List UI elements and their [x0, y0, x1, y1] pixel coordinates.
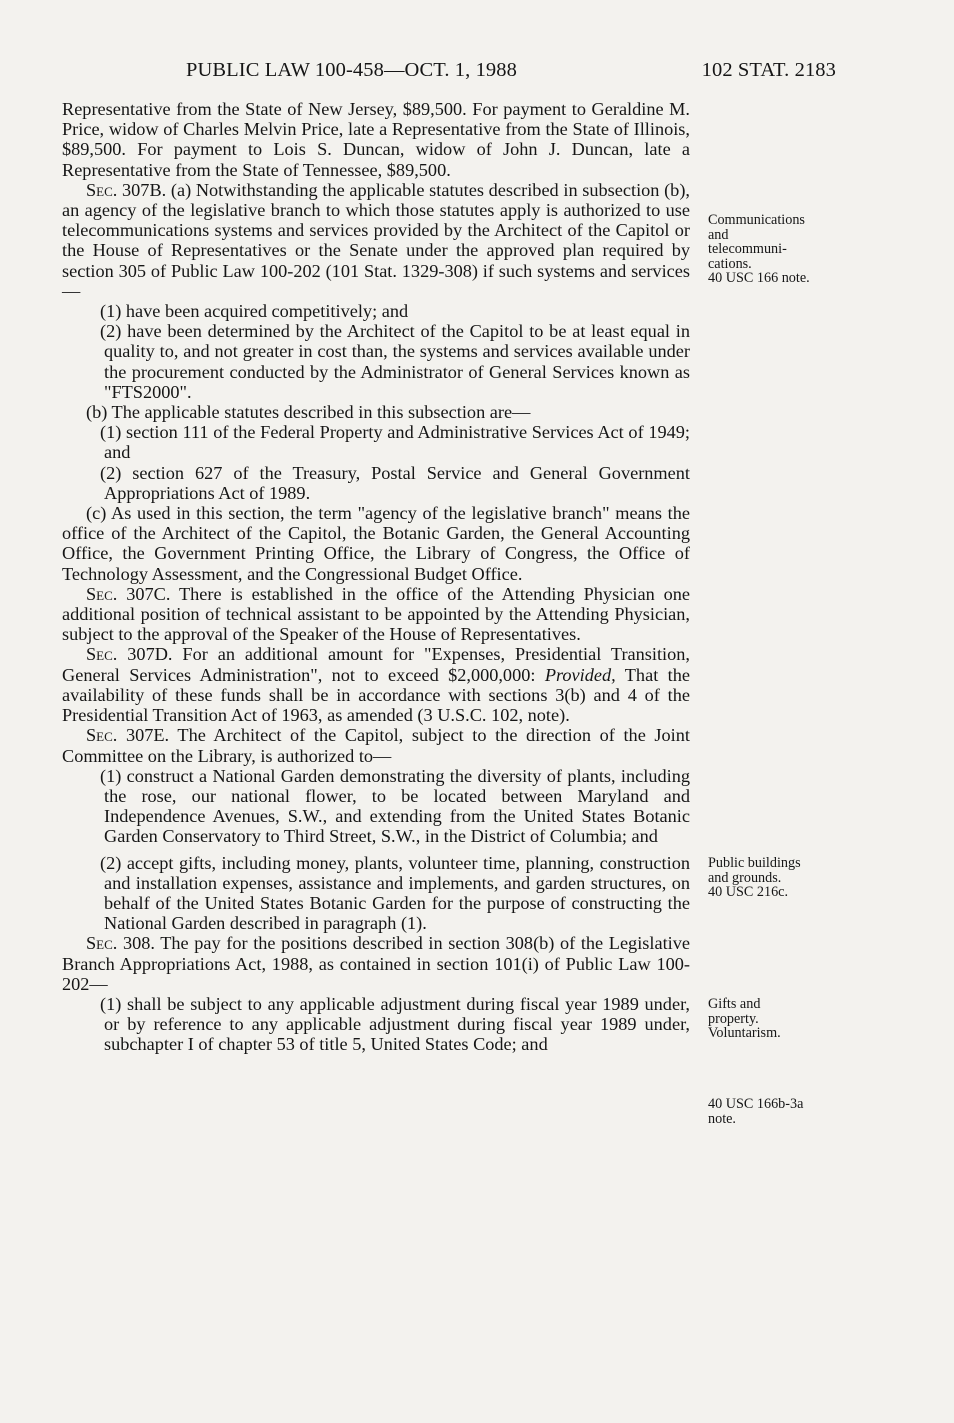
section-text: (a) Notwithstanding the applicable statutes described in subsection (b), an agency of the legislative branch to which those statutes apply is authorized to use telecommunications systems and services provided by the Architect of the Capitol or the House of Representatives or the Senate under the approved plan required by section 305 of Public Law 100-202 (101 Stat. 1329-308) if such systems and services— — [62, 179, 690, 301]
section-text: There is established in the office of the Attending Physician one additional position of technical assistant to be appointed by the Attending Physician, subject to the approval of the Speaker of the House of Representatives. — [62, 583, 690, 645]
header-citation: PUBLIC LAW 100-458—OCT. 1, 1988 — [186, 59, 517, 81]
margin-note-line: 40 USC 216c. — [708, 884, 789, 900]
margin-note-public-buildings — [708, 856, 848, 900]
margin-note-line: property. — [708, 1010, 759, 1027]
section-307b-a-2: (2) have been determined by the Architect of the Capitol to be at least equal in quality to, and not greater in cost than, the systems and services available under the procurement conducted by the Administrator of General Services known as "FTS2000". — [100, 321, 690, 402]
margin-note-line: and grounds. — [708, 869, 782, 886]
section-label: Sec. 308. — [86, 933, 155, 954]
margin-note-line: Gifts and — [708, 996, 761, 1012]
section-307b-b: (b) The applicable statutes described in this subsection are— — [86, 402, 531, 423]
margin-note-gifts — [708, 997, 848, 1041]
section-308 — [62, 933, 690, 994]
margin-note-line: cations. — [708, 255, 752, 272]
section-label: Sec. 307D. — [86, 644, 173, 665]
section-307e — [62, 725, 690, 765]
section-308-1: (1) shall be subject to any applicable adjustment during fiscal year 1989 under, or by reference to any applicable adjustment during fiscal year 1989 under, subchapter I of chapter 53 of title 5, United States Code; and — [100, 993, 690, 1055]
section-text: The Architect of the Capitol, subject to the direction of the Joint Committee on the Library, is authorized to— — [62, 725, 690, 766]
section-307b-c: (c) As used in this section, the term "agency of the legislative branch" means the office of the Architect of the Capitol, the Botanic Garden, the General Accounting Office, the Government Printing Office, the Library of Congress, the Office of Technology Assessment, and the Congressional Budget Office. — [62, 503, 690, 584]
section-307c — [62, 584, 690, 645]
section-text-continued: That the availability of these funds shall be in accordance with sections 3(b) and 4 of the Presidential Transition Act of 1963, as amended (3 U.S.C. 102, note). — [62, 664, 690, 726]
section-label: Sec. 307C. — [86, 583, 171, 604]
margin-note-line: 40 USC 166b-3a — [708, 1096, 804, 1112]
margin-note-line: telecommuni- — [708, 241, 787, 257]
margin-note-line: Public buildings — [708, 855, 801, 871]
paragraph-widow-payments: Representative from the State of New Jersey, $89,500. For payment to Geraldine M. Price, widow of Charles Melvin Price, late a Representative from the State of Illinois, $89,500. For payment to Lois S. Duncan, widow of John J. Duncan, late a Representative from the State of Tennessee, $89,500. — [62, 99, 690, 180]
margin-note-line: and — [708, 226, 729, 243]
margin-note-telecommunications — [708, 213, 848, 286]
section-307b-a — [62, 180, 690, 301]
section-label: Sec. 307E. — [86, 725, 170, 746]
header-stat-page: 102 STAT. 2183 — [701, 59, 836, 81]
margin-note-line: Voluntarism. — [708, 1025, 781, 1041]
page-header — [186, 59, 836, 85]
section-307e-2: (2) accept gifts, including money, plants, volunteer time, planning, construction and installation expenses, assistance and implements, and garden structures, on behalf of the United States Botanic Garden for the purpose of constructing the National Garden described in paragraph (1). — [100, 852, 690, 934]
section-text: For an additional amount for "Expenses, Presidential Transition, General Services Administration", not to exceed $2,000,000: — [62, 644, 690, 685]
section-307b-b-1: (1) section 111 of the Federal Property and Administrative Services Act of 1949; and — [100, 422, 690, 463]
margin-note-line: note. — [708, 1110, 736, 1127]
provided-proviso: Provided, — [544, 664, 616, 685]
margin-note-line: Communications — [708, 212, 805, 228]
margin-note-line: 40 USC 166 note. — [708, 270, 810, 286]
main-text-column — [62, 99, 690, 1055]
section-307b-b-2: (2) section 627 of the Treasury, Postal Service and General Government Appropriations Act of 1989. — [100, 462, 690, 503]
section-label: Sec. 307B. — [86, 179, 167, 200]
margin-note-usc — [708, 1097, 848, 1126]
section-307e-1: (1) construct a National Garden demonstrating the diversity of plants, including the rose, our national flower, to be located between Maryland and Independence Avenues, S.W., and extending from the United States Botanic Garden Conservatory to Third Street, S.W., in the District of Columbia; and — [100, 765, 690, 847]
section-307d — [62, 644, 690, 725]
section-text: The pay for the positions described in section 308(b) of the Legislative Branch Appropriations Act, 1988, as contained in section 101(i) of Public Law 100-202— — [62, 933, 690, 994]
section-307b-a-1: (1) have been acquired competitively; and — [100, 301, 409, 322]
